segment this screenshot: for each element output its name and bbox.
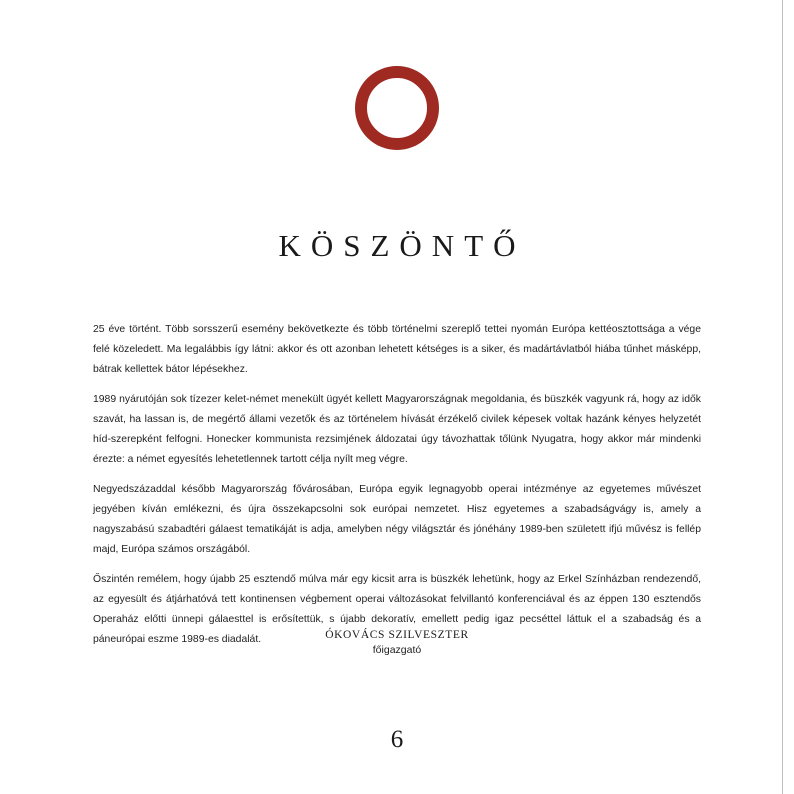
signature-block <box>0 628 794 658</box>
red-ring-icon <box>355 66 439 150</box>
page-edge-line <box>782 0 783 794</box>
paragraph: 25 éve történt. Több sorsszerű esemény bekövetkezte és több történelmi szereplő tettei nyomán Európa kettéosztottsága a vége felé közeledett. Ma legalábbis így látni: akkor és ott azonban lehetett kétséges is a siker, és madártávlatból hiába tűnhet másképp, bátrak kellettek bátor lépésekhez. <box>93 324 701 375</box>
page-number: 6 <box>390 726 404 753</box>
signature-role: főigazgató <box>372 644 422 656</box>
paragraph: Őszintén remélem, hogy újabb 25 esztendő múlva már egy kicsit arra is büszkék lehetünk, hogy az Erkel Színházban rendezendő, az egyesült és átjárhatóvá tett kontinensen végbement operai változásokat felvillantó konferenciával és az éppen 130 esztendős Operaház előtti ünnepi gálaesttel is erősítettük, s újabb dekoratív, emellett pedig igaz pecséttel láttuk el a szabadság és a páneurópai eszme 1989-es diadalát. <box>93 574 701 645</box>
paragraph: Negyedszázaddal később Magyarország fővárosában, Európa egyik legnagyobb operai intézménye az egyetemes művészet jegyében kíván emlékezni, és újra összekapcsolni sok európai nemzetet. Hisz egyetemes a szabadságvágy is, amely a nagyszabású szabadtéri gálaest tematikáját is adja, amelyben négy világsztár és jónéhány 1989-ben született ifjú művész is fellép majd, Európa számos országából. <box>93 484 701 555</box>
paragraph: 1989 nyárutóján sok tízezer kelet-német menekült ügyét kellett Magyarországnak megoldania, és büszkék vagyunk rá, hogy az idők szavát, ha lassan is, de megértő állami vezetők és az történelem hívását érzékelő civilek képesek voltak hazánk kényes helyzetét híd-szerepként felfogni. Honecker kommunista rezsimjének áldozatai úgy távozhattak tőlünk Nyugatra, hogy akkor már mindenki érezte: a német egyesítés lehetetlennek tartott célja nyílt meg végre. <box>93 394 701 465</box>
body-text <box>93 320 701 660</box>
signature-name: ÓKOVÁCS SZILVESZTER <box>325 629 469 641</box>
page-title: KÖSZÖNTŐ <box>278 228 526 263</box>
